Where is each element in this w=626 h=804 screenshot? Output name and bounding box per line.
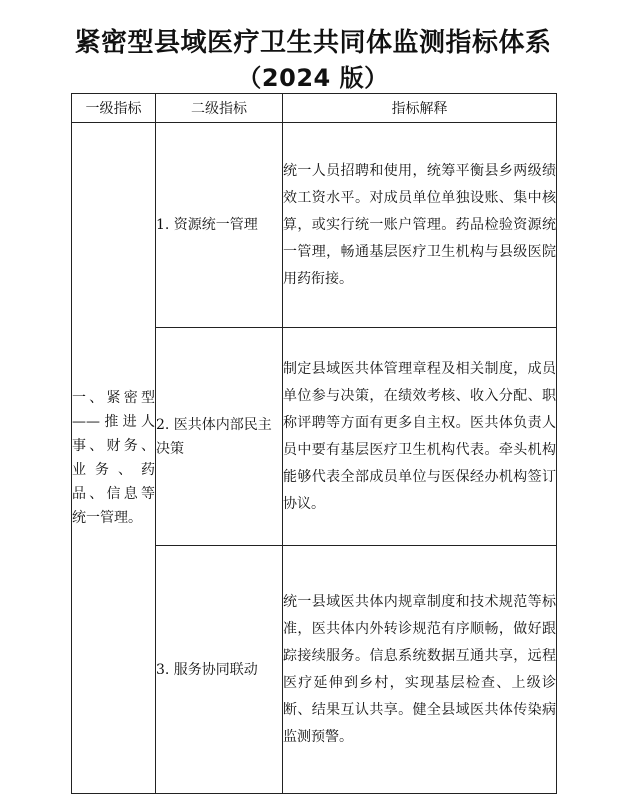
level2-indicator-cell: 2. 医共体内部民主决策 <box>156 328 283 546</box>
level2-indicator-cell: 3. 服务协同联动 <box>156 546 283 794</box>
document-title: 紧密型县域医疗卫生共同体监测指标体系 <box>74 28 552 58</box>
explanation-cell: 统一县域医共体内规章制度和技术规范等标准，医共体内外转诊规范有序顺畅，做好跟踪接续服务。信息系统数据互通共享，远程医疗延伸到乡村，实现基层检查、上级诊断、结果互认共享。健全县域医共体传染病监测预警。 <box>283 546 557 794</box>
level2-indicator-cell: 1. 资源统一管理 <box>156 123 283 328</box>
header-level1: 一级指标 <box>72 94 156 123</box>
document-subtitle: （2024 版） <box>237 64 389 92</box>
level1-indicator-cell: 一、紧密型——推进人事、财务、业务、药品、信息等统一管理。 <box>72 123 156 794</box>
explanation-cell: 统一人员招聘和使用，统筹平衡县乡两级绩效工资水平。对成员单位单独设账、集中核算，或实行统一账户管理。药品检验资源统一管理，畅通基层医疗卫生机构与县级医院用药衔接。 <box>283 123 557 328</box>
explanation-cell: 制定县域医共体管理章程及相关制度，成员单位参与决策，在绩效考核、收入分配、职称评聘等方面有更多自主权。医共体负责人员中要有基层医疗卫生机构代表。牵头机构能够代表全部成员单位与医保经办机构签订协议。 <box>283 328 557 546</box>
header-level2: 二级指标 <box>156 94 283 123</box>
indicator-table <box>71 93 557 794</box>
header-explanation: 指标解释 <box>283 94 557 123</box>
table-header-row <box>72 94 557 123</box>
table-row <box>72 123 557 328</box>
